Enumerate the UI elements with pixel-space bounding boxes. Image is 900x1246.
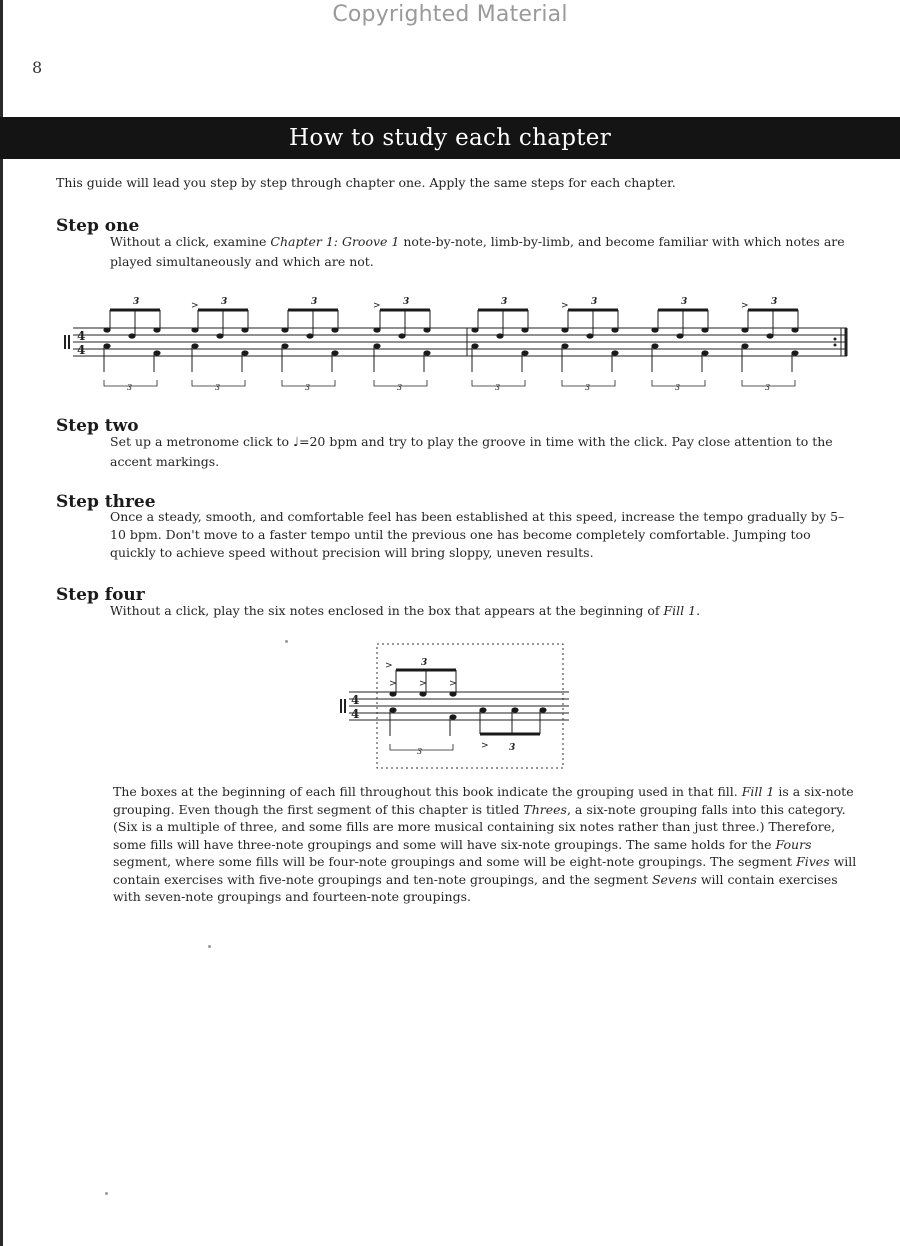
- accent-mark: >: [481, 741, 489, 751]
- tuplet-bracket-label: 3: [585, 383, 591, 392]
- accent-mark: >: [389, 679, 397, 689]
- page-edge-shadow: [0, 0, 3, 1246]
- step-four-fill-ref: Fill 1: [663, 603, 697, 618]
- tuplet-bracket-label: 3: [765, 383, 771, 392]
- step-one-text-a: Without a click, examine: [110, 234, 271, 249]
- closing-text-a: The boxes at the beginning of each fill throughout this book indicate the grouping used in that fill.: [113, 784, 742, 799]
- groove-marks: [77, 297, 837, 392]
- step-four-heading: Step four: [56, 585, 145, 605]
- step-three-text: [110, 508, 845, 562]
- grouping-explanation-text: [113, 783, 858, 906]
- fill-grouping-figure: [335, 640, 575, 770]
- accent-mark: >: [385, 661, 393, 671]
- step-four-text-b: .: [696, 603, 701, 618]
- tuplet-bracket-label: 3: [495, 383, 501, 392]
- step-three-heading: Step three: [56, 492, 156, 512]
- step-two-text-b: =20 bpm and try to play the groove in time with the click. Pay close attention to the accent markings.: [110, 434, 833, 469]
- closing-text-d: segment, where some fills will be four-note groupings and some will be eight-note groupings. The segment: [113, 854, 797, 869]
- triplet-label: 3: [403, 297, 410, 307]
- chapter-title-banner: [0, 117, 900, 159]
- copyright-watermark: Copyrighted Material: [332, 2, 568, 27]
- scan-speck: [208, 945, 211, 948]
- step-three-text-a: Once a steady, smooth, and comfortable feel has been established at this speed, increase the tempo gradually by 5–10 bpm. Don't move to a faster tempo until the previous one has become completely comfortable. Jumping too quickly to achieve speed without precision will bring sloppy, uneven results.: [110, 509, 845, 560]
- page-number: 8: [32, 58, 43, 77]
- closing-text-b: is a six-note grouping. Even though the first segment of this chapter is titled: [113, 784, 854, 817]
- closing-sevens-ref: Sevens: [651, 871, 697, 887]
- accent-mark: >: [561, 301, 569, 311]
- triplet-label: 3: [501, 297, 508, 307]
- triplet-label: 3: [509, 743, 516, 753]
- tuplet-bracket-label: 3: [127, 383, 133, 392]
- closing-fives-ref: Fives: [796, 854, 830, 869]
- time-signature-bottom: 4: [77, 343, 86, 357]
- time-signature-top: 4: [351, 693, 360, 707]
- accent-mark: >: [741, 301, 749, 311]
- tuplet-bracket-label: 3: [417, 747, 423, 756]
- tuplet-bracket-label: 3: [675, 383, 681, 392]
- tuplet-bracket-label: 3: [397, 383, 403, 392]
- accent-mark: >: [449, 679, 457, 689]
- scan-speck: [105, 1192, 108, 1195]
- step-two-text-a: Set up a metronome click to: [110, 434, 294, 449]
- triplet-label: 3: [591, 297, 598, 307]
- quarter-note-symbol: ♩: [293, 434, 299, 449]
- triplet-label: 3: [133, 297, 140, 307]
- closing-text-f: will contain exercises with seven-note groupings and fourteen-note groupings.: [113, 871, 838, 904]
- triplet-label: 3: [681, 297, 688, 307]
- repeat-dot: [834, 338, 837, 341]
- time-signature-top: 4: [77, 329, 86, 343]
- triplet-label: 3: [221, 297, 228, 307]
- triplet-label: 3: [421, 658, 428, 668]
- tuplet-bracket-label: 3: [305, 383, 311, 392]
- chapter-title: How to study each chapter: [289, 125, 611, 151]
- step-two-text: [110, 432, 845, 472]
- accent-mark: >: [373, 301, 381, 311]
- scan-speck: [285, 640, 288, 643]
- tuplet-bracket-label: 3: [215, 383, 221, 392]
- intro-text: This guide will lead you step by step through chapter one. Apply the same steps for each chapter.: [56, 175, 676, 190]
- step-four-text: [110, 601, 845, 621]
- step-one-heading: Step one: [56, 216, 140, 236]
- closing-fill-ref: Fill 1: [741, 784, 775, 799]
- groove-staff: [65, 328, 847, 356]
- step-two-heading: Step two: [56, 416, 139, 436]
- closing-threes-ref: Threes: [523, 801, 567, 817]
- closing-text-c: , a six-note grouping falls into this category. (Six is a multiple of three, and some fills are more musical containing six notes rather than just three.) Therefore, some fills will have three-note groupings and some will have six-note groupings. The same holds for the: [113, 801, 846, 852]
- step-one-chapter-ref: Chapter 1: Groove 1: [270, 234, 400, 249]
- accent-mark: >: [419, 679, 427, 689]
- closing-text-e: will contain exercises with five-note groupings and ten-note groupings, and the segment: [113, 854, 857, 887]
- groove-notation-figure: [55, 290, 855, 405]
- step-four-text-a: Without a click, play the six notes enclosed in the box that appears at the beginning of: [110, 603, 664, 618]
- step-one-text-b: note-by-note, limb-by-limb, and become familiar with which notes are played simultaneously and which are not.: [110, 234, 845, 269]
- triplet-label: 3: [311, 297, 318, 307]
- accent-mark: >: [191, 301, 199, 311]
- closing-fours-ref: Fours: [775, 836, 812, 852]
- repeat-dot: [834, 344, 837, 347]
- time-signature-bottom: 4: [351, 707, 360, 721]
- triplet-label: 3: [771, 297, 778, 307]
- step-one-text: [110, 232, 845, 272]
